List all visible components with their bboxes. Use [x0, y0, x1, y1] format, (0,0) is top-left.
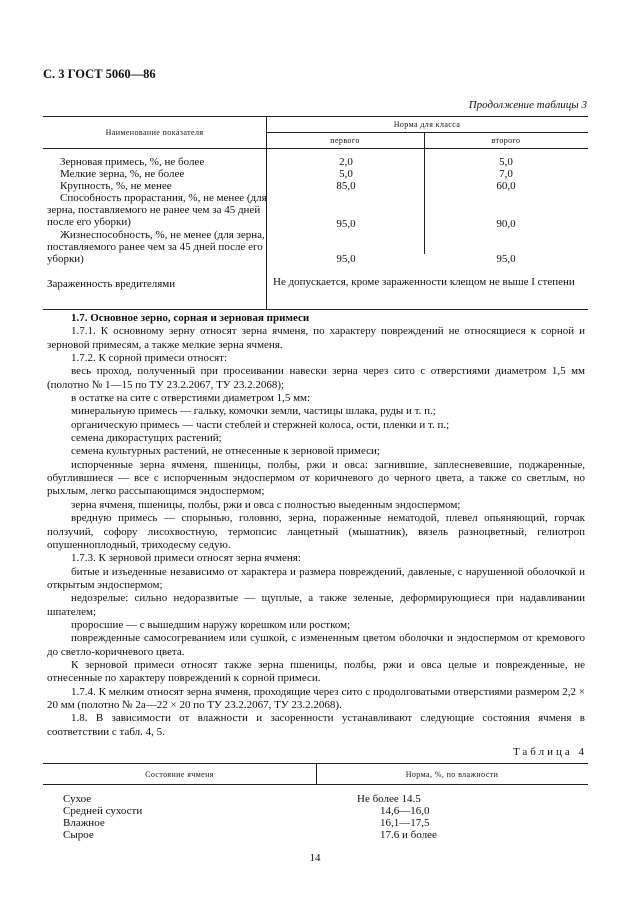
paragraph: семена культурных растений, не отнесенные к зерновой примеси;: [71, 445, 380, 458]
table-4-caption: Таблица 4: [512, 746, 587, 758]
paragraph: в остатке на сите с отверстиями диаметром 1,5 мм:: [71, 392, 311, 405]
column-header-state: Состояние ячменя: [145, 770, 214, 779]
table-3-header-bottom-rule: [43, 148, 588, 149]
paragraph: битые и изъеденные независимо от характера и размера повреждений, давленые, с нарушенной оболочкой и открытым эндоспермом;: [47, 565, 585, 591]
value-second-cell: 5,0: [499, 156, 513, 168]
paragraph: испорченные зерна ячменя, пшеницы, полбы, ржи и овса: загнившие, заплесневевшие, поджаренные, обуглившиеся — все с испорченным эндоспермом от коричневого до черного цвета, а также со светлым, но рыхлым, легко рассыпающимся эндоспермом;: [47, 458, 585, 498]
paragraph: 1.8. В зависимости от влажности и засоренности устанавливают следующие состояния ячменя в соответствии с табл. 4, 5.: [47, 712, 585, 738]
indicator-cell: Способность прорастания, %, не менее (для зерна, поставляемого не ранее чем за 45 дней после его уборки): [47, 192, 267, 229]
value-first-cell: 5,0: [339, 168, 353, 180]
paragraph: семена дикорастущих растений;: [71, 432, 222, 445]
table-3-bottom-rule: [43, 309, 588, 310]
moisture-cell: 14,6—16,0: [380, 805, 430, 817]
column-header-indicator: Наименование показателя: [105, 128, 204, 137]
paragraph: недозрелые: сильно недоразвитые — щуплые, а также зеленые, деформирующиеся при надавливании шпателем;: [47, 592, 585, 618]
moisture-cell: Не более 14.5: [357, 793, 421, 805]
paragraph: 1.7.4. К мелким относят зерна ячменя, проходящие через сито с продолговатыми отверстиями размером 2,2 × 20 мм (полотно № 2а—22 × 20 по ТУ 23.2.2067, ТУ 23.2.2068).: [47, 685, 585, 711]
paragraph: весь проход, полученный при просеивании навески зерна через сито с отверстиями диаметром 1,5 мм (полотно № 1—15 по ТУ 23.2.2067, ТУ 23.2.2068);: [47, 365, 585, 391]
running-header: С. 3 ГОСТ 5060—86: [43, 67, 156, 81]
paragraph: 1.7.1. К основному зерну относят зерна ячменя, по характеру повреждений не относящиеся к сорной и зерновой примесям, а также мелкие зерна ячменя.: [47, 325, 585, 351]
table-3-class-divider: [424, 132, 425, 254]
column-header-moisture: Норма, %, по влажности: [405, 770, 499, 779]
moisture-cell: 16,1—17,5: [380, 817, 430, 829]
paragraph: 1.7.3. К зерновой примеси относят зерна ячменя:: [71, 552, 301, 565]
table-3-header-rule: [266, 132, 588, 133]
value-first-cell: 95,0: [336, 218, 356, 230]
column-header-norm: Норма для класса: [393, 120, 461, 129]
paragraph: К зерновой примеси относят также зерна пшеницы, полбы, ржи и овса целые и поврежденные, не отнесенные по характеру повреждений к сорной примеси.: [47, 658, 585, 685]
value-second-cell: 60,0: [496, 180, 516, 192]
paragraph: минеральную примесь — гальку, комочки земли, частицы шлака, руды и т. п.;: [71, 405, 436, 418]
value-second-cell: 7,0: [499, 168, 513, 180]
table-continuation-caption: Продолжение таблицы 3: [468, 99, 587, 111]
indicator-cell: Мелкие зерна, %, не более: [60, 168, 185, 180]
paragraph: проросшие — с вышедшим наружу корешком или ростком;: [71, 618, 351, 631]
value-first-cell: 2,0: [339, 156, 353, 168]
indicator-cell: Крупность, %, не менее: [60, 180, 172, 192]
paragraph: вредную примесь — спорынью, головню, зерна, пораженные нематодой, плевел опьяняющий, горчак ползучий, софору лисохвостную, термопсис ланцетный (мышатник), вязель разноцветный, гелиотроп опушеннoплодный, триходесму седую.: [47, 512, 585, 551]
indicator-cell: Жизнеспособность, %, не менее (для зерна, поставляемого ранее чем за 45 дней после его уборки): [47, 229, 265, 266]
indicator-cell: Зерновая примесь, %, не более: [60, 156, 205, 168]
value-merged-cell: Не допускается, кроме зараженности клещом не выше I степени: [273, 276, 575, 288]
value-first-cell: 95,0: [336, 253, 356, 265]
column-header-class-second: второго: [491, 136, 521, 145]
state-cell: Влажное: [63, 817, 105, 829]
state-cell: Сухое: [63, 793, 92, 805]
paragraph: 1.7.2. К сорной примеси относят:: [71, 352, 228, 365]
table-4-header-rule: [43, 784, 588, 785]
section-heading: 1.7. Основное зерно, сорная и зерновая примеси: [71, 312, 310, 324]
value-second-cell: 90,0: [496, 218, 516, 230]
paragraph: поврежденные самосогреванием или сушкой, с измененным цветом оболочки и эндоспермом от кремового до светло-коричневого цвета.: [47, 632, 585, 658]
indicator-cell: Зараженность вредителями: [47, 278, 176, 290]
value-first-cell: 85,0: [336, 180, 356, 192]
column-header-class-first: первого: [330, 136, 360, 145]
paragraph: зерна ячменя, пшеницы, полбы, ржи и овса с полностью выеденным эндоспермом;: [71, 498, 461, 511]
value-second-cell: 95,0: [496, 253, 516, 265]
table-3-top-rule: [43, 116, 588, 117]
state-cell: Сырое: [63, 829, 94, 841]
state-cell: Средней сухости: [63, 805, 143, 817]
paragraph: органическую примесь — части стеблей и стержней колоса, ости, пленки и т. п.;: [71, 418, 450, 431]
page-number: 14: [309, 852, 321, 864]
section-text: [47, 312, 585, 739]
moisture-cell: 17.6 и более: [380, 829, 437, 841]
